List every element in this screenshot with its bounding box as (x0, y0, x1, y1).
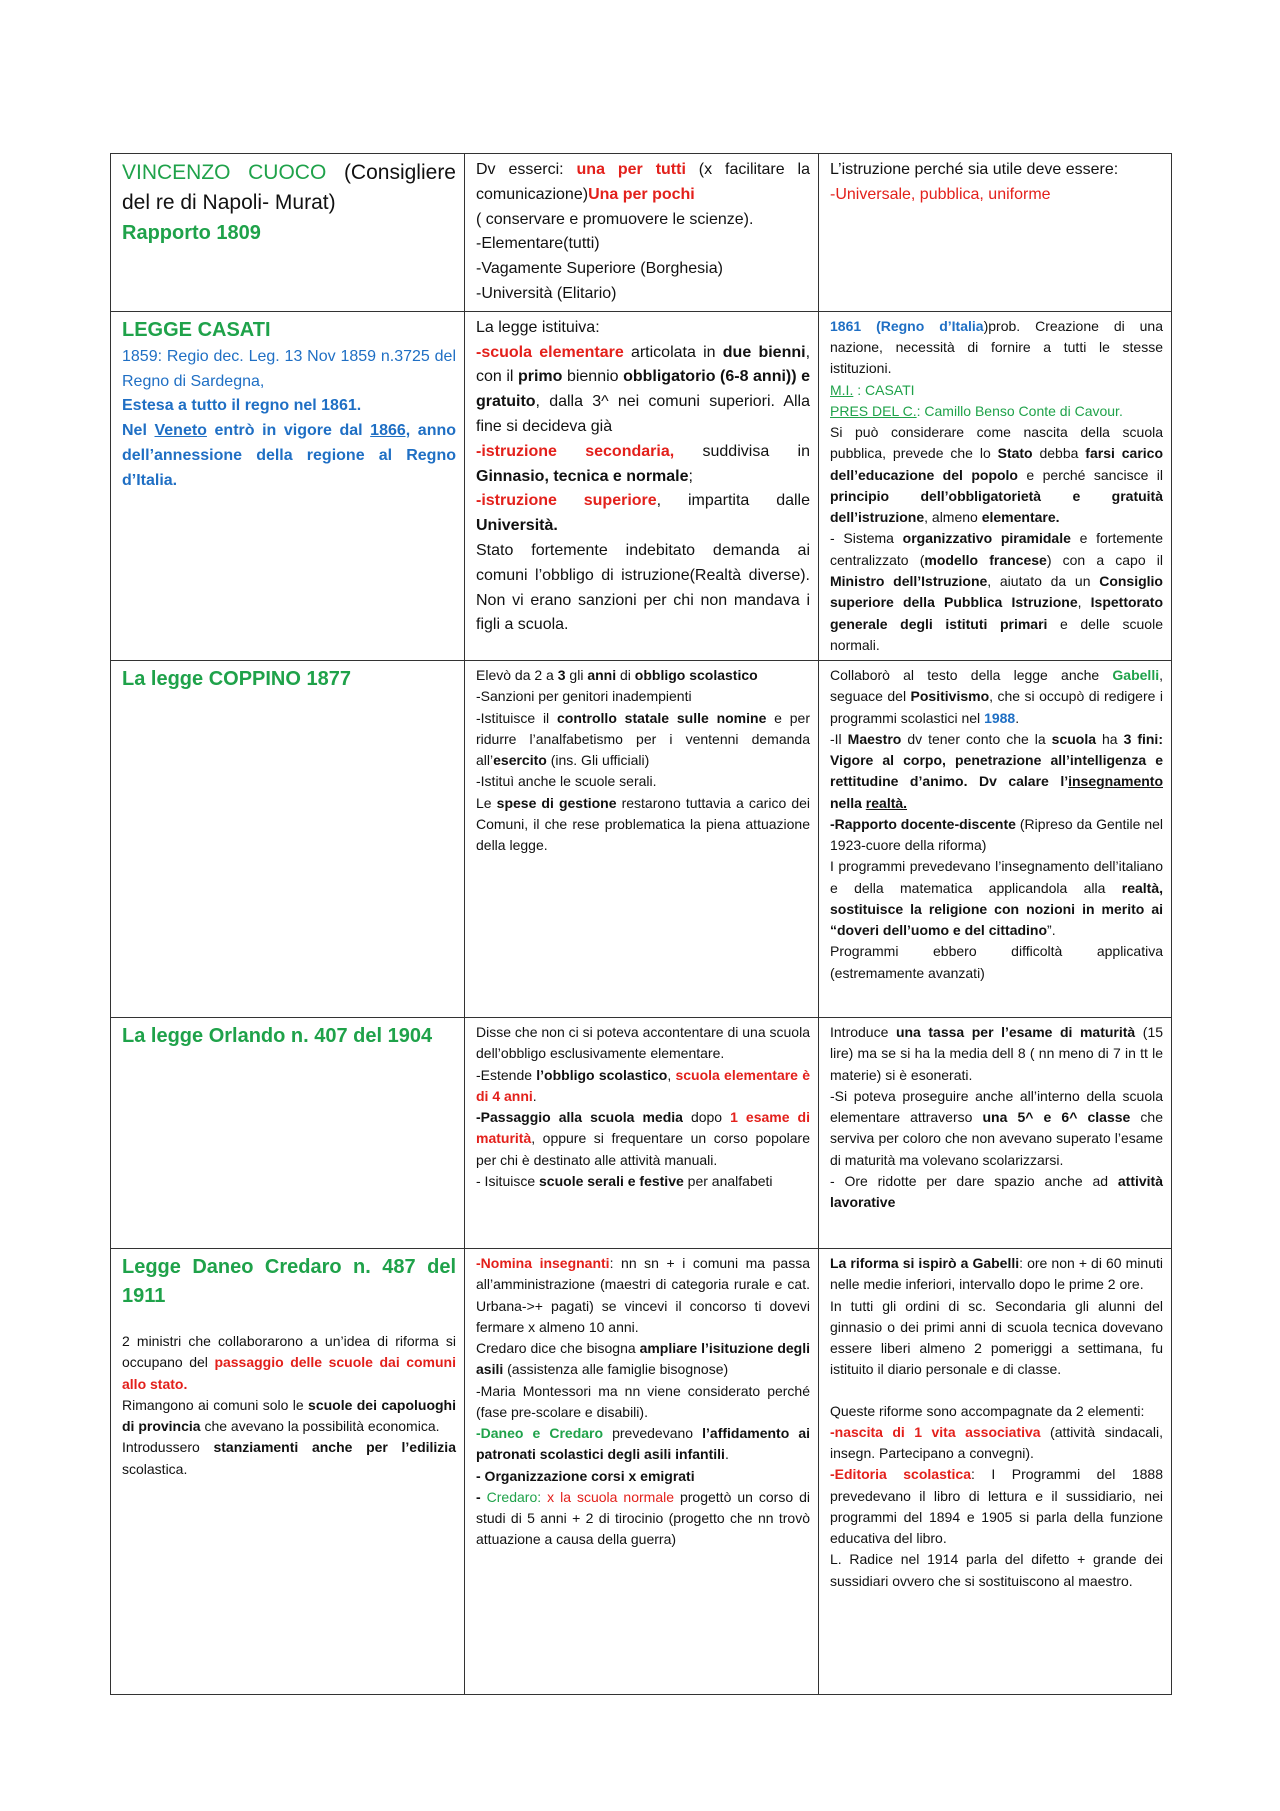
credaro-title: Legge Daneo Credaro n. 487 del 1911 (122, 1256, 456, 1308)
cuoco-name: VINCENZO CUOCO (122, 161, 327, 184)
cuoco-report: Rapporto 1809 (122, 221, 261, 244)
table-row (111, 311, 1172, 660)
cell-orlando-notes: Introduce una tassa per l’esame di maturità (15 lire) ma se si ha la media dell 8 ( nn meno di 7 in tt le materie) si è esonerati. -Si poteva proseguire anche all’interno della scuola elementare attraverso una 5^ e 6^ classe che serviva per coloro che non avevano superato l’esame di maturità ma volevano scolarizzarsi. - Ore ridotte per dare spazio anche ad attività lavorative (819, 1018, 1172, 1249)
coppino-title: La legge COPPINO 1877 (122, 668, 351, 691)
summary-table (110, 153, 1172, 1695)
table-row (111, 661, 1172, 1018)
cell-coppino-notes: Collaborò al testo della legge anche Gabelli, seguace del Positivismo, che si occupò di redigere i programmi scolastici nel 1988. -Il Maestro dv tener conto che la scuola ha 3 fini: Vigore al corpo, penetrazione all’intelligenza e rettitudine d’animo. Dv calare l’insegnamento nella realtà. -Rapporto docente-discente (Ripreso da Gentile nel 1923-cuore della riforma) I programmi prevedevano l’insegnamento dell’italiano e della matematica applicandola alla realtà, sostituisce la religione con nozioni in merito ai “doveri dell’uomo e del cittadino”. Programmi ebbero difficoltà applicativa (estremamente avanzati) (819, 661, 1172, 1018)
cell-credaro-notes: La riforma si ispirò a Gabelli: ore non + di 60 minuti nelle medie inferiori, intervallo dopo le prime 2 ore. In tutti gli ordini di sc. Secondaria gli alunni del ginnasio o dei primi anni di scuola tecnica dovevano essere liberi almeno 2 pomeriggi a settimana, fu istituito il diario personale e di classe. Queste riforme sono accompagnate da 2 elementi: -nascita di 1 vita associativa (attività sindacali, insegn. Partecipano a convegni). -Editoria scolastica: I Programmi del 1888 prevedevano il libro di lettura e il sussidiario, nei programmi del 1894 e 1905 si parla della funzione educativa del libro. L. Radice nel 1914 parla del difetto + grande dei sussidiari ovvero che si sostituiscono al maestro. (819, 1249, 1172, 1695)
cell-casati-notes: 1861 (Regno d’Italia)prob. Creazione di una nazione, necessità di fornire a tutti le stesse istituzioni. M.I. : CASATI PRES DEL C.: Camillo Benso Conte di Cavour. Si può considerare come nascita della scuola pubblica, prevede che lo Stato debba farsi carico dell’educazione del popolo e perché sancisce il principio dell’obbligatorietà e gratuità dell’istruzione, almeno elementare. - Sistema organizzativo piramidale e fortemente centralizzato (modello francese) con a capo il Ministro dell’Istruzione, aiutato da un Consiglio superiore della Pubblica Istruzione, Ispettorato generale degli istituti primari e delle scuole normali. (819, 311, 1172, 660)
orlando-title: La legge Orlando n. 407 del 1904 (122, 1025, 433, 1048)
table-row (111, 1018, 1172, 1249)
cell-credaro-title: Legge Daneo Credaro n. 487 del 1911 2 ministri che collaborarono a un’idea di riforma si occupano del passaggio delle scuole dai comuni allo stato. Rimangono ai comuni solo le scuole dei capoluoghi di provincia che avevano la possibilità economica. Introdussero stanziamenti anche per l’edilizia scolastica. (111, 1249, 465, 1695)
cell-coppino-content: Elevò da 2 a 3 gli anni di obbligo scolastico -Sanzioni per genitori inadempienti -Istituisce il controllo statale sulle nomine e per ridurre l’analfabetismo per i ventenni demanda all’esercito (ins. Gli ufficiali) -Istituì anche le scuole serali. Le spese di gestione restarono tuttavia a carico dei Comuni, il che rese problematica la piena attuazione della legge. (465, 661, 819, 1018)
cell-orlando-content: Disse che non ci si poteva accontentare di una scuola dell’obbligo esclusivamente elementare. -Estende l’obbligo scolastico, scuola elementare è di 4 anni. -Passaggio alla scuola media dopo 1 esame di maturità, oppure si frequentare un corso popolare per chi è destinato alle attività manuali. - Isituisce scuole serali e festive per analfabeti (465, 1018, 819, 1249)
cell-coppino-title (111, 661, 465, 1018)
cell-cuoco-notes: L’istruzione perché sia utile deve essere: -Universale, pubblica, uniforme (819, 154, 1172, 312)
cell-casati-content: La legge istituiva: -scuola elementare articolata in due bienni, con il primo biennio obbligatorio (6-8 anni)) e gratuito, dalla 3^ nei comuni superiori. Alla fine si decideva già -istruzione secondaria, suddivisa in Ginnasio, tecnica e normale; -istruzione superiore, impartita dalle Università. Stato fortemente indebitato demanda ai comuni l’obbligo di istruzione(Realtà diverse). Non vi erano sanzioni per chi non mandava i figli a scuola. (465, 311, 819, 660)
cell-credaro-content: -Nomina insegnanti: nn sn + i comuni ma passa all’amministrazione (maestri di categoria rurale e cat. Urbana->+ pagati) se vincevi il concorso ti dovevi fermare x almeno 10 anni. Credaro dice che bisogna ampliare l’isituzione degli asili (assistenza alle famiglie bisognose) -Maria Montessori ma nn viene considerato perché (fase pre-scolare e disabili). -Daneo e Credaro prevedevano l’affidamento ai patronati scolastici degli asili infantili. - Organizzazione corsi x emigrati - Credaro: x la scuola normale progettò un corso di studi di 5 anni + 2 di tirocinio (progetto che nn trovò attuazione a causa della guerra) (465, 1249, 819, 1695)
table-row (111, 1249, 1172, 1695)
casati-title: LEGGE CASATI (122, 318, 271, 341)
cell-cuoco-content: Dv esserci: una per tutti (x facilitare la comunicazione)Una per pochi ( conservare e promuovere le scienze). -Elementare(tutti) -Vagamente Superiore (Borghesia) -Università (Elitario) (465, 154, 819, 312)
table-row (111, 154, 1172, 312)
cell-orlando-title (111, 1018, 465, 1249)
cell-casati-title: LEGGE CASATI 1859: Regio dec. Leg. 13 Nov 1859 n.3725 del Regno di Sardegna, Estesa a tutto il regno nel 1861. Nel Veneto entrò in vigore dal 1866, anno dell’annessione della regione al Regno d’Italia. (111, 311, 465, 660)
cell-cuoco-title: VINCENZO CUOCO (Consigliere del re di Napoli- Murat) Rapporto 1809 (111, 154, 465, 312)
